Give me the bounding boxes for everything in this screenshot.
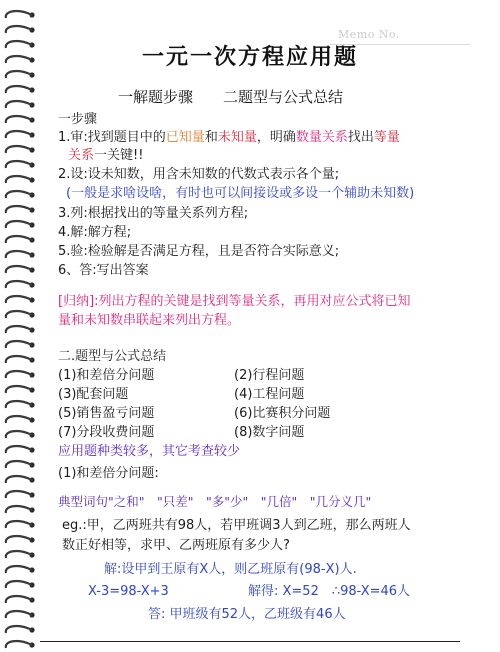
binding-ring <box>6 176 32 183</box>
binding-ring <box>6 191 32 198</box>
binding-ring <box>6 521 32 528</box>
binding-ring <box>6 86 32 93</box>
binding-ring <box>6 596 32 603</box>
step-3: 3.列:根据找出的等量关系列方程; <box>58 206 249 221</box>
binding-ring <box>6 326 32 333</box>
binding-ring <box>6 26 32 33</box>
summary-line-1: [归纳]:列出方程的关键是找到等量关系，再用对应公式将已知 <box>58 294 411 309</box>
binding-ring <box>6 206 32 213</box>
example-line-2: 数正好相等，求甲、乙两班原有多少人? <box>62 538 290 553</box>
solution-line-1: 解:设甲到王原有X人，则乙班原有(98-X)人. <box>104 562 357 577</box>
step-1-clarify: ，明确 <box>256 130 296 145</box>
binding-ring <box>6 251 32 258</box>
binding-ring <box>6 11 32 18</box>
binding-ring <box>6 371 32 378</box>
step-1-and: 和 <box>204 130 218 145</box>
binding-ring <box>6 626 32 633</box>
binding-ring <box>6 536 32 543</box>
relation-highlight: 关系 <box>68 148 95 163</box>
binding-ring <box>6 71 32 78</box>
binding-ring <box>6 131 32 138</box>
binding-ring <box>6 581 32 588</box>
step-1-line-1 <box>58 129 400 146</box>
binding-ring <box>6 266 32 273</box>
summary-line-2: 量和未知数串联起来列出方程。 <box>58 313 241 328</box>
section-1-heading: (1)和差倍分问题: <box>58 466 159 481</box>
binding-ring <box>6 116 32 123</box>
step-1-line-2 <box>68 147 143 164</box>
type-right-2: (4)工程问题 <box>234 387 305 402</box>
page-bottom-rule <box>40 641 460 642</box>
keywords-line: 典型词句"之和" "只差" "多"少" "几倍" "几分义几" <box>58 494 372 509</box>
binding-ring <box>6 161 32 168</box>
binding-ring <box>6 431 32 438</box>
binding-ring <box>6 386 32 393</box>
step-5: 5.验:检验解是否满足方程，且是否符合实际意义; <box>58 244 340 259</box>
step-6: 6、答:写出答案 <box>58 263 149 278</box>
binding-ring <box>6 236 32 243</box>
spiral-binding <box>0 0 40 652</box>
binding-ring <box>6 506 32 513</box>
binding-ring <box>6 401 32 408</box>
unknown-quantity-highlight: 未知量 <box>217 130 257 145</box>
type-right-3: (6)比赛积分问题 <box>234 406 331 421</box>
types-heading: 二.题型与公式总结 <box>58 349 167 364</box>
binding-ring <box>6 341 32 348</box>
page-subtitle: 一解题步骤 二题型与公式总结 <box>118 88 344 106</box>
step-2-note: (一般是求啥设啥，有时也可以间接设或多设一个辅助未知数) <box>66 186 415 201</box>
binding-ring <box>6 416 32 423</box>
binding-ring <box>6 296 32 303</box>
equal-quantity-highlight: 等量 <box>373 130 400 145</box>
binding-ring <box>6 611 32 618</box>
known-quantity-highlight: 已知量 <box>165 130 205 145</box>
binding-ring <box>6 491 32 498</box>
binding-ring <box>6 281 32 288</box>
binding-ring <box>6 461 32 468</box>
binding-ring <box>6 356 32 363</box>
binding-ring <box>6 641 32 648</box>
page-title: 一元一次方程应用题 <box>141 45 358 70</box>
binding-ring <box>6 101 32 108</box>
type-left-4: (7)分段收费问题 <box>58 425 155 440</box>
solution-result: 解得: X=52 ∴98-X=46人 <box>248 584 411 599</box>
step-1-text: 1.审:找到题目中的 <box>58 130 166 145</box>
binding-ring <box>6 311 32 318</box>
step-4: 4.解:解方程; <box>58 225 132 240</box>
binding-ring <box>6 221 32 228</box>
step-1-key: 一关键!! <box>94 148 144 163</box>
answer-line: 答: 甲班级有52人，乙班级有46人 <box>148 607 346 622</box>
binding-ring <box>6 446 32 453</box>
binding-ring <box>6 146 32 153</box>
type-right-1: (2)行程问题 <box>234 368 305 383</box>
quantity-relation-highlight: 数量关系 <box>295 130 348 145</box>
binding-ring <box>6 551 32 558</box>
step-1-find: 找出 <box>347 130 374 145</box>
steps-heading: 一步骤 <box>58 112 98 127</box>
binding-ring <box>6 476 32 483</box>
type-right-4: (8)数字问题 <box>234 425 305 440</box>
example-line-1: eg.:甲，乙两班共有98人，若甲班调3人到乙班，那么两班人 <box>62 518 411 533</box>
type-left-2: (3)配套问题 <box>58 387 129 402</box>
type-left-1: (1)和差倍分问题 <box>58 368 155 383</box>
memo-number-label: Memo No. <box>338 28 400 41</box>
binding-ring <box>6 566 32 573</box>
type-left-3: (5)销售盈亏问题 <box>58 406 155 421</box>
types-note: 应用题种类较多，其它考查较少 <box>58 444 241 459</box>
step-2: 2.设:设未知数，用含未知数的代数式表示各个量; <box>58 167 340 182</box>
solution-equation: X-3=98-X+3 <box>88 584 169 599</box>
